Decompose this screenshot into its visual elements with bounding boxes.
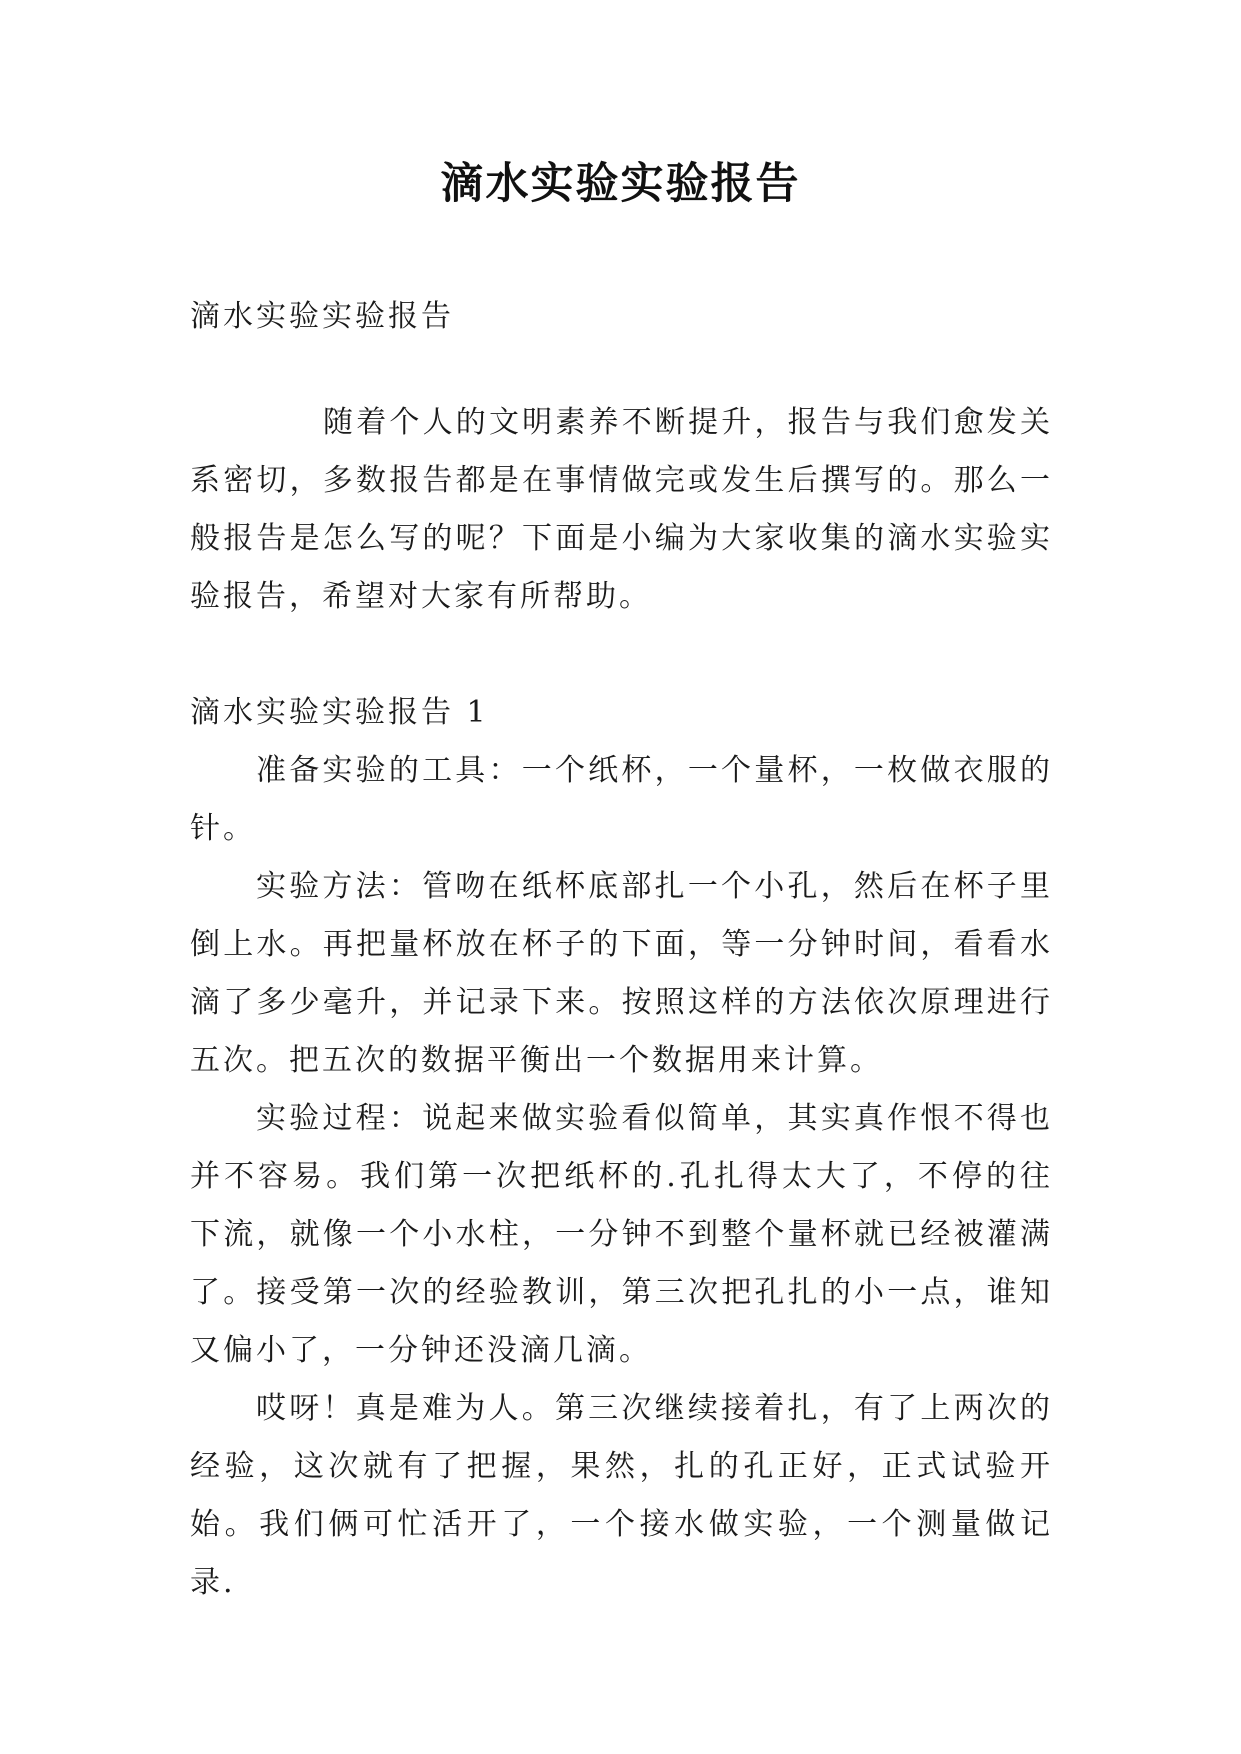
body-paragraph-tools: 准备实验的工具：一个纸杯，一个量杯，一枚做衣服的针。 <box>190 753 1053 846</box>
section-heading: 滴水实验实验报告 1 <box>190 695 489 730</box>
body-paragraph-third-attempt: 哎呀！真是难为人。第三次继续接着扎，有了上两次的经验，这次就有了把握，果然，扎的孔正好，正式试验开始。我们俩可忙活开了，一个接水做实验，一个测量做记录. <box>190 1391 1053 1600</box>
document-body <box>190 288 1053 1612</box>
document-subtitle: 滴水实验实验报告 <box>190 299 454 334</box>
body-paragraph-process: 实验过程：说起来做实验看似简单，其实真作恨不得也并不容易。我们第一次把纸杯的.孔扎得太大了，不停的往下流，就像一个小水柱，一分钟不到整个量杯就已经被灌满了。接受第一次的经验教训，第三次把孔扎的小一点，谁知又偏小了，一分钟还没滴几滴。 <box>190 1101 1053 1368</box>
intro-paragraph: 随着个人的文明素养不断提升，报告与我们愈发关系密切，多数报告都是在事情做完或发生后撰写的。那么一般报告是怎么写的呢？下面是小编为大家收集的滴水实验实验报告，希望对大家有所帮助。 <box>190 405 1053 614</box>
body-paragraph-method: 实验方法：管吻在纸杯底部扎一个小孔，然后在杯子里倒上水。再把量杯放在杯子的下面，等一分钟时间，看看水滴了多少毫升，并记录下来。按照这样的方法依次原理进行五次。把五次的数据平衡出一个数据用来计算。 <box>190 869 1053 1078</box>
document-title: 滴水实验实验报告 <box>440 159 801 209</box>
